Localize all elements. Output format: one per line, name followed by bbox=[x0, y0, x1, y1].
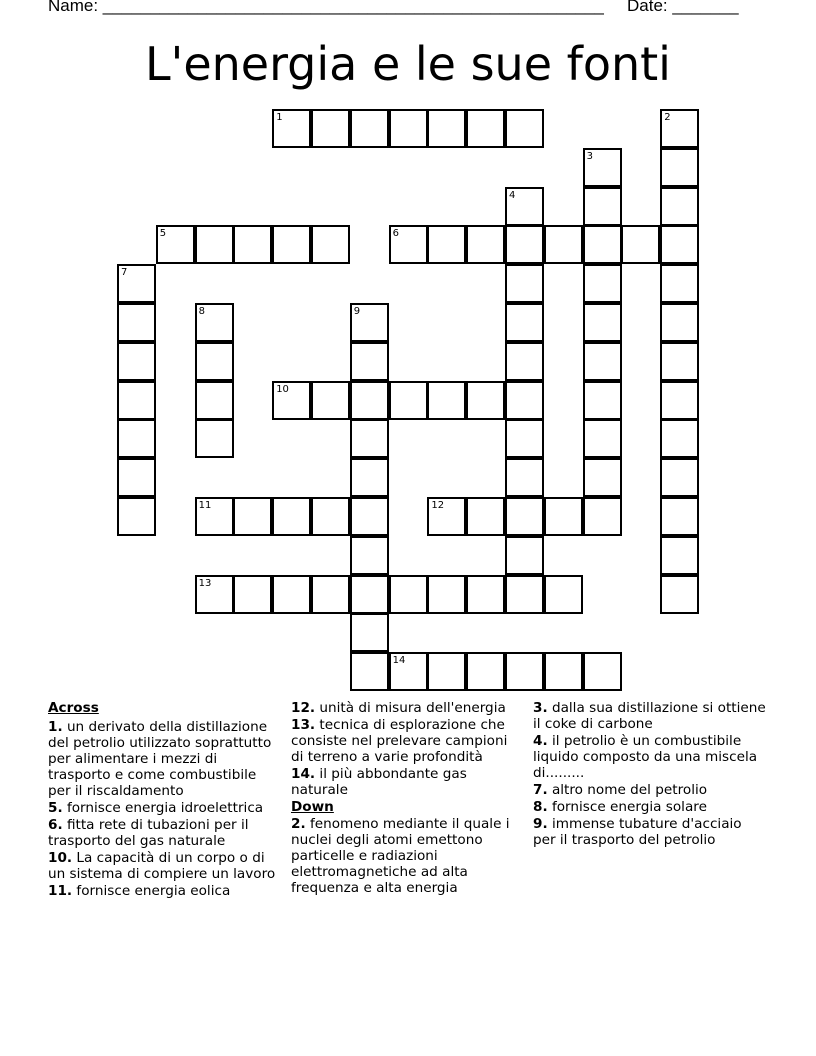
clue-number: 1 bbox=[276, 112, 283, 123]
clue-down-2: 2. fenomeno mediante il quale i nuclei degli atomi emettono particelle e radiazioni elettromagnetiche ad alta frequenza e alta energia bbox=[291, 816, 510, 896]
grid-cell[interactable] bbox=[195, 497, 234, 536]
grid-cell[interactable] bbox=[272, 381, 311, 420]
grid-cell[interactable] bbox=[350, 419, 389, 458]
grid-cell[interactable] bbox=[117, 264, 156, 303]
grid-cell[interactable] bbox=[195, 575, 234, 614]
grid-cell[interactable] bbox=[311, 381, 350, 420]
grid-cell[interactable] bbox=[117, 381, 156, 420]
grid-cell[interactable] bbox=[621, 225, 660, 264]
grid-cell[interactable] bbox=[117, 458, 156, 497]
grid-cell[interactable] bbox=[505, 652, 544, 691]
grid-cell[interactable] bbox=[544, 225, 583, 264]
grid-cell[interactable] bbox=[272, 109, 311, 148]
clues-column-1 bbox=[48, 700, 280, 900]
grid-cell[interactable] bbox=[466, 497, 505, 536]
date-field: Date: _______ bbox=[627, 0, 739, 15]
grid-cell[interactable] bbox=[583, 419, 622, 458]
grid-cell[interactable] bbox=[505, 497, 544, 536]
grid-cell[interactable] bbox=[311, 497, 350, 536]
clue-down-3: 3. dalla sua distillazione si ottiene il coke di carbone bbox=[533, 700, 766, 732]
clues-column-3 bbox=[533, 700, 768, 849]
clue-number: 12 bbox=[431, 500, 445, 511]
clue-across-13: 13. tecnica di esplorazione che consiste nel prelevare campioni di terreno a varie profondità bbox=[291, 717, 508, 765]
grid-cell[interactable] bbox=[389, 652, 428, 691]
grid-cell[interactable] bbox=[350, 303, 389, 342]
grid-cell[interactable] bbox=[660, 458, 699, 497]
clue-number: 9 bbox=[353, 306, 361, 317]
grid-cell[interactable] bbox=[466, 109, 505, 148]
grid-cell[interactable] bbox=[544, 652, 583, 691]
clue-across-14: 14. il più abbondante gas naturale bbox=[291, 766, 467, 798]
clue-number: 10 bbox=[276, 383, 289, 395]
grid-cell[interactable] bbox=[660, 148, 699, 187]
grid-cell[interactable] bbox=[583, 225, 622, 264]
grid-cell[interactable] bbox=[350, 575, 389, 614]
grid-cell[interactable] bbox=[466, 575, 505, 614]
grid-cell[interactable] bbox=[505, 536, 544, 575]
clue-number: 7 bbox=[121, 267, 128, 279]
grid-cell[interactable] bbox=[311, 109, 350, 148]
grid-cell[interactable] bbox=[272, 575, 311, 614]
grid-cell[interactable] bbox=[505, 109, 544, 148]
grid-cell[interactable] bbox=[350, 381, 389, 420]
clues-column-2 bbox=[291, 700, 516, 897]
grid-cell[interactable] bbox=[427, 652, 466, 691]
clue-down-9: 9. immense tubature d'acciaio per il trasporto del petrolio bbox=[533, 816, 742, 848]
grid-cell[interactable] bbox=[660, 109, 699, 148]
grid-cell[interactable] bbox=[583, 342, 622, 381]
grid-cell[interactable] bbox=[660, 342, 699, 381]
clue-number: 6 bbox=[392, 228, 399, 240]
grid-cell[interactable] bbox=[660, 187, 699, 226]
clue-across-1: 1. un derivato della distillazione del petrolio utilizzato soprattutto per alimentare i mezzi di trasporto e come combustibile per il riscaldamento bbox=[48, 719, 272, 799]
grid-cell[interactable] bbox=[117, 497, 156, 536]
clue-down-4: 4. il petrolio è un combustibile liquido composto da una miscela di......... bbox=[533, 733, 758, 781]
grid-cell[interactable] bbox=[195, 381, 234, 420]
grid-cell[interactable] bbox=[427, 109, 466, 148]
grid-cell[interactable] bbox=[350, 497, 389, 536]
grid-cell[interactable] bbox=[583, 303, 622, 342]
grid-cell[interactable] bbox=[660, 497, 699, 536]
grid-cell[interactable] bbox=[195, 303, 234, 342]
clue-across-5: 5. fornisce energia idroelettrica bbox=[48, 800, 264, 816]
grid-cell[interactable] bbox=[117, 303, 156, 342]
grid-cell[interactable] bbox=[350, 458, 389, 497]
grid-cell[interactable] bbox=[544, 575, 583, 614]
grid-cell[interactable] bbox=[583, 187, 622, 226]
clue-number: 11 bbox=[198, 500, 212, 511]
grid-cell[interactable] bbox=[350, 536, 389, 575]
grid-cell[interactable] bbox=[505, 381, 544, 420]
across-heading: Across bbox=[48, 700, 99, 716]
grid-cell[interactable] bbox=[427, 575, 466, 614]
grid-cell[interactable] bbox=[466, 225, 505, 264]
clue-number: 8 bbox=[198, 306, 205, 317]
grid-cell[interactable] bbox=[156, 225, 195, 264]
grid-cell[interactable] bbox=[505, 303, 544, 342]
clue-number: 2 bbox=[664, 112, 671, 123]
grid-cell[interactable] bbox=[272, 225, 311, 264]
grid-cell[interactable] bbox=[311, 225, 350, 264]
grid-cell[interactable] bbox=[583, 381, 622, 420]
grid-cell[interactable] bbox=[660, 536, 699, 575]
grid-cell[interactable] bbox=[583, 497, 622, 536]
grid-cell[interactable] bbox=[505, 458, 544, 497]
grid-cell[interactable] bbox=[466, 652, 505, 691]
clue-across-11: 11. fornisce energia eolica bbox=[48, 883, 231, 899]
grid-cell[interactable] bbox=[350, 109, 389, 148]
grid-cell[interactable] bbox=[389, 109, 428, 148]
clue-number: 5 bbox=[159, 228, 167, 240]
grid-cell[interactable] bbox=[233, 575, 272, 614]
clue-across-10: 10. La capacità di un corpo o di un sistema di compiere un lavoro bbox=[48, 850, 276, 882]
grid-cell[interactable] bbox=[389, 575, 428, 614]
clue-number: 14 bbox=[392, 655, 406, 667]
grid-cell[interactable] bbox=[583, 264, 622, 303]
grid-cell[interactable] bbox=[427, 497, 466, 536]
down-heading: Down bbox=[291, 799, 334, 815]
grid-cell[interactable] bbox=[583, 652, 622, 691]
page-title: L'energia e le sue fonti bbox=[145, 37, 671, 91]
grid-cell[interactable] bbox=[350, 613, 389, 652]
grid-cell[interactable] bbox=[505, 575, 544, 614]
grid-cell[interactable] bbox=[427, 381, 466, 420]
grid-cell[interactable] bbox=[350, 652, 389, 691]
grid-cell[interactable] bbox=[233, 225, 272, 264]
grid-cell[interactable] bbox=[272, 497, 311, 536]
clue-down-7: 7. altro nome del petrolio bbox=[533, 782, 708, 798]
grid-cell[interactable] bbox=[660, 225, 699, 264]
grid-cell[interactable] bbox=[233, 497, 272, 536]
grid-cell[interactable] bbox=[311, 575, 350, 614]
clue-number: 13 bbox=[198, 577, 212, 589]
clue-number: 3 bbox=[586, 150, 593, 162]
name-field: Name: _____________________________________________________ bbox=[48, 0, 604, 15]
grid-cell[interactable] bbox=[117, 342, 156, 381]
grid-cell[interactable] bbox=[350, 342, 389, 381]
grid-cell[interactable] bbox=[660, 419, 699, 458]
grid-cell[interactable] bbox=[660, 381, 699, 420]
clue-across-12: 12. unità di misura dell'energia bbox=[291, 700, 506, 716]
clue-number: 4 bbox=[509, 189, 516, 201]
grid-cell[interactable] bbox=[505, 187, 544, 226]
grid-cell[interactable] bbox=[195, 342, 234, 381]
grid-cell[interactable] bbox=[389, 225, 428, 264]
grid-cell[interactable] bbox=[427, 225, 466, 264]
grid-cell[interactable] bbox=[466, 381, 505, 420]
grid-cell[interactable] bbox=[505, 225, 544, 264]
grid-cell[interactable] bbox=[505, 419, 544, 458]
grid-cell[interactable] bbox=[389, 381, 428, 420]
grid-cell[interactable] bbox=[195, 225, 234, 264]
grid-cell[interactable] bbox=[660, 264, 699, 303]
grid-cell[interactable] bbox=[195, 419, 234, 458]
clue-down-8: 8. fornisce energia solare bbox=[533, 799, 707, 815]
clue-across-6: 6. fitta rete di tubazioni per il trasporto del gas naturale bbox=[48, 817, 249, 849]
grid-cell[interactable] bbox=[583, 458, 622, 497]
grid-cell[interactable] bbox=[660, 303, 699, 342]
grid-cell[interactable] bbox=[117, 419, 156, 458]
grid-cell[interactable] bbox=[505, 264, 544, 303]
grid-cell[interactable] bbox=[583, 148, 622, 187]
grid-cell[interactable] bbox=[544, 497, 583, 536]
grid-cell[interactable] bbox=[505, 342, 544, 381]
grid-cell[interactable] bbox=[660, 575, 699, 614]
